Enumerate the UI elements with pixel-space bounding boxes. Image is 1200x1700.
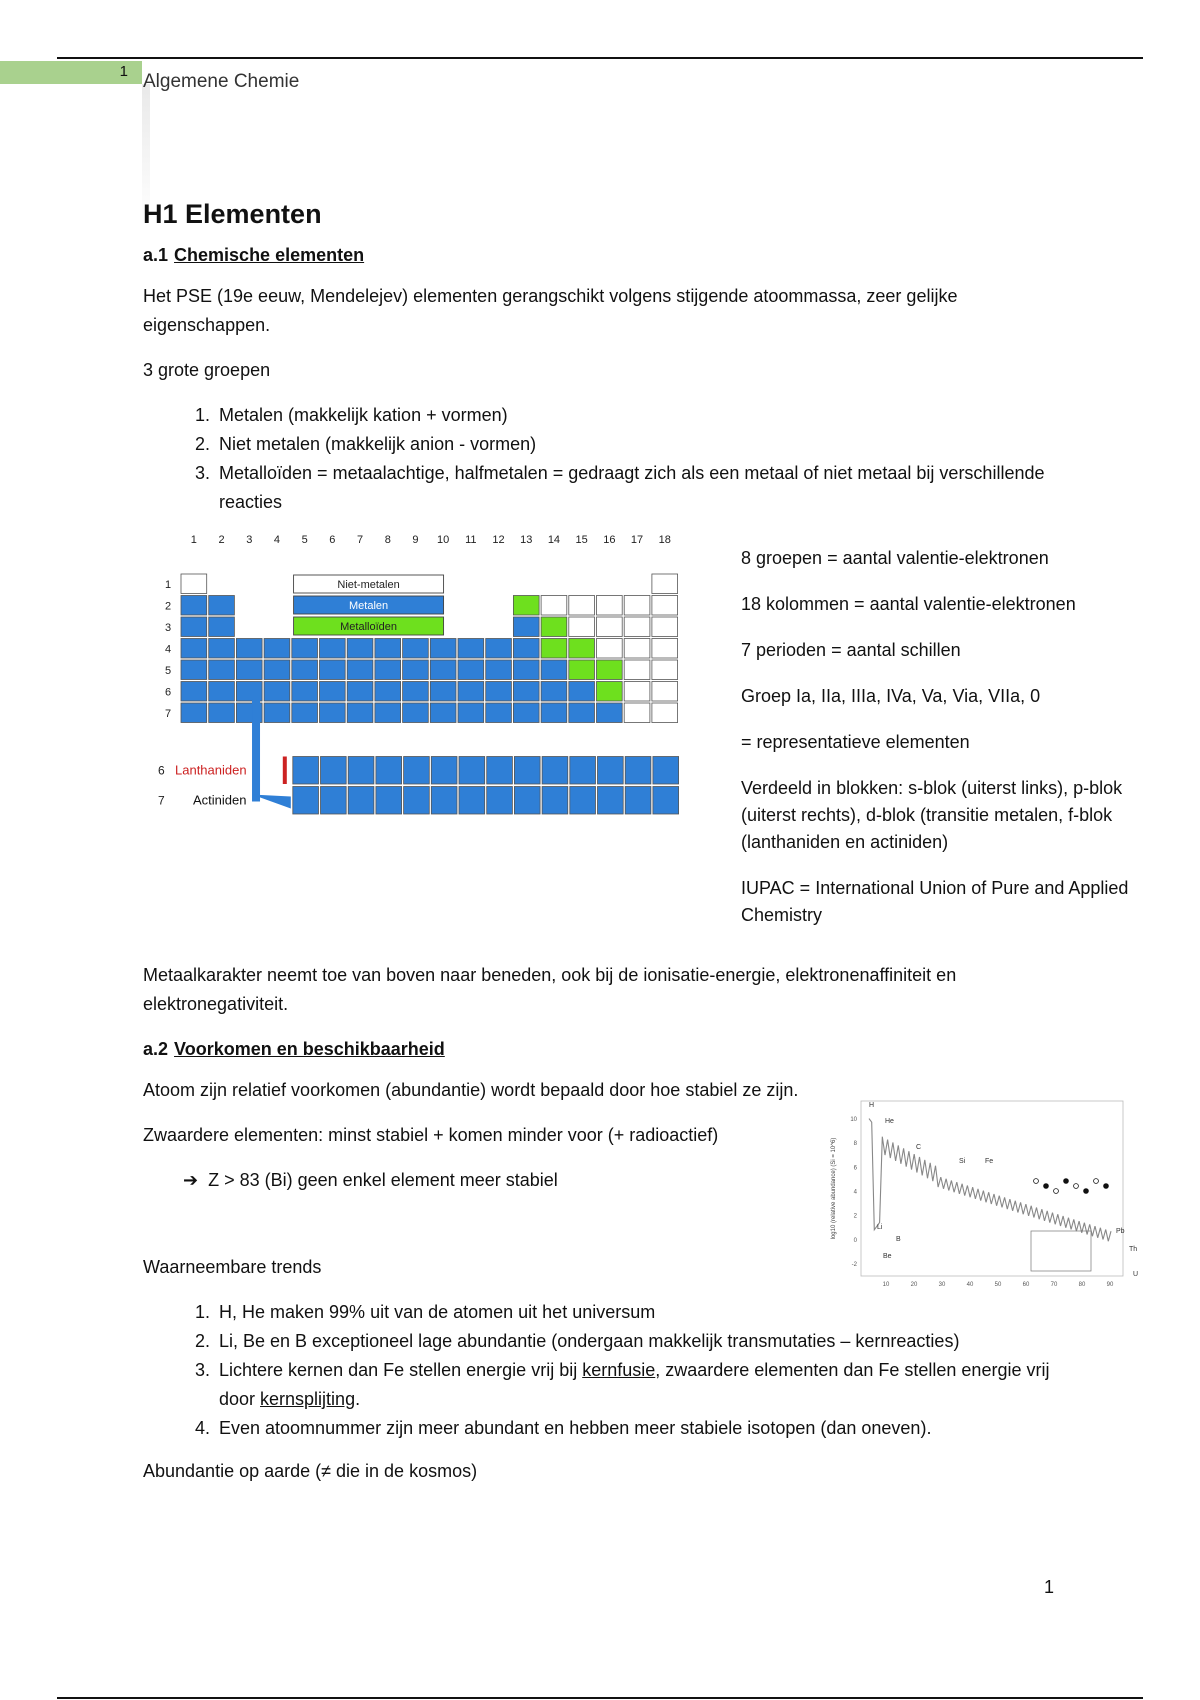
x-tick-label: 70 [1050,1282,1058,1288]
y-tick-label: -2 [851,1262,857,1268]
period-number: 1 [165,579,172,591]
element-cell [486,682,512,702]
section-number: a.1 [143,245,169,265]
section-title: Chemische elementen [174,245,365,265]
periodic-table-figure [155,531,715,936]
actinide-cell [653,787,679,815]
element-cell [181,639,207,659]
lanthanide-cell [404,757,430,785]
element-cell [181,574,207,594]
element-label: Li [877,1224,883,1231]
element-cell [569,596,595,616]
plot-frame [861,1101,1123,1276]
page-tab-number: 1 [119,63,128,80]
element-cell [209,660,235,680]
side-note: Groep Ia, IIa, IIIa, IVa, Va, Via, VIIa, 0 [741,686,1041,706]
group-number: 15 [575,534,588,546]
lanthanide-cell [348,757,374,785]
x-tick-label: 80 [1078,1282,1086,1288]
group-number: 9 [412,534,419,546]
element-label: H [869,1102,875,1109]
paragraph: Atoom zijn relatief voorkomen (abundantie) wordt bepaald door hoe stabiel ze zijn. [143,1080,799,1100]
list-item: 3. Lichtere kernen dan Fe stellen energie vrij bij kernfusie, zwaardere elementen dan Fe stellen energie vrij door kernsplijting. [215,1356,1073,1414]
side-note: 18 kolommen = aantal valentie-elektronen [741,594,1076,614]
actinide-cell [404,787,430,815]
paragraph: 3 grote groepen [143,360,271,380]
section-a2-heading [143,1035,1073,1064]
element-cell [181,617,207,637]
side-notes [741,545,1161,948]
section-number: a.2 [143,1039,169,1059]
page-content [143,199,1139,1502]
lanthanide-cell [431,757,457,785]
isotope-dot [1064,1179,1069,1184]
actinide-cell [459,787,485,815]
element-cell [597,703,623,723]
legend-label: Niet-metalen [337,579,400,591]
lanthanide-cell [487,757,513,785]
period-number: 7 [158,793,165,808]
element-cell [513,596,539,616]
section-title: Voorkomen en beschikbaarheid [174,1039,445,1059]
actinide-cell [570,787,596,815]
x-tick-label: 40 [966,1282,974,1288]
element-cell [541,682,567,702]
list-item: 4. Even atoomnummer zijn meer abundant en hebben meer stabiele isotopen (dan oneven). [215,1414,1073,1443]
element-cell [652,596,678,616]
list-item: 1. Metalen (makkelijk kation + vormen) [215,401,1073,430]
lanthanide-cell [459,757,485,785]
element-cell [430,703,456,723]
paragraph: Abundantie op aarde (≠ die in de kosmos) [143,1461,478,1481]
element-cell [292,682,318,702]
element-cell [320,682,346,702]
element-cell [513,617,539,637]
element-cell [513,660,539,680]
period-number: 4 [165,643,172,656]
actinide-cell [487,787,513,815]
element-cell [264,660,290,680]
group-number: 12 [492,534,505,546]
group-number: 8 [384,534,391,546]
element-cell [569,682,595,702]
element-cell [236,682,262,702]
y-tick-label: 6 [853,1165,857,1172]
abundance-chart [821,1089,1139,1299]
element-cell [375,682,401,702]
page-tab [0,61,142,84]
list-item: 2. Niet metalen (makkelijk anion - vormen) [215,430,1073,459]
element-cell [458,703,484,723]
y-axis-label: log10 (relative abundance) (Si = 10^6) [831,1137,837,1240]
isotope-dot [1044,1184,1049,1189]
section-a1-heading [143,241,1073,270]
element-cell [569,617,595,637]
element-cell [181,596,207,616]
group-number: 18 [658,534,671,546]
legend-label: Metalen [348,600,389,612]
isotope-dot [1084,1189,1089,1194]
element-cell [209,639,235,659]
period-number: 2 [165,600,172,613]
trends-list [143,1298,1073,1443]
element-cell [569,703,595,723]
actinide-cell [321,787,347,815]
element-cell [541,660,567,680]
element-cell [624,703,650,723]
element-cell [209,682,235,702]
lanthanide-cell [293,757,319,785]
element-cell [209,596,235,616]
actinide-cell [431,787,457,815]
element-cell [569,639,595,659]
element-cell [652,703,678,723]
element-cell [430,639,456,659]
element-cell [430,660,456,680]
lanthaniden-label: Lanthaniden [175,762,247,778]
period-number: 3 [165,622,172,634]
group-number: 2 [218,534,225,546]
connector-line [252,699,260,802]
element-cell [320,703,346,723]
element-cell [624,596,650,616]
element-label: C [916,1144,922,1151]
element-label: B [896,1236,901,1243]
group-number: 13 [520,534,533,546]
page-number: 1 [1044,1577,1055,1597]
chapter-title: H1 Elementen [143,199,322,229]
groups-list [143,401,1073,517]
x-tick-label: 60 [1022,1282,1030,1288]
element-cell [209,703,235,723]
paragraph: Het PSE (19e eeuw, Mendelejev) elementen gerangschikt volgens stijgende atoommassa, zeer gelijke eigenschappen. [143,286,958,335]
element-cell [403,660,429,680]
isotope-dot [1094,1179,1099,1184]
actinide-cell [514,787,540,815]
element-cell [624,639,650,659]
lanthanide-cell [653,757,679,785]
group-number: 17 [630,534,644,546]
element-cell [292,660,318,680]
group-number: 5 [301,534,308,546]
actinide-cell [625,787,651,815]
actinide-cell [293,787,319,815]
element-label: Th [1129,1246,1138,1253]
periodic-table-block [143,531,1129,941]
y-tick-label: 2 [853,1213,857,1220]
element-cell [597,617,623,637]
paragraph: Waarneembare trends [143,1257,322,1277]
element-cell [209,617,235,637]
element-cell [652,617,678,637]
actiniden-label: Actiniden [193,792,247,808]
actinide-cell [598,787,624,815]
element-cell [513,639,539,659]
element-cell [597,596,623,616]
element-cell [347,660,373,680]
element-cell [541,639,567,659]
list-item: 2. Li, Be en B exceptioneel lage abundantie (ondergaan makkelijk transmutaties – kernreacties) [215,1327,1073,1356]
element-cell [264,639,290,659]
arrow-icon: ➔ [183,1170,199,1190]
element-cell [541,617,567,637]
bottom-rule [57,1697,1143,1699]
element-cell [236,639,262,659]
element-cell [486,660,512,680]
running-header: Algemene Chemie [143,71,300,92]
isotope-dot [1104,1184,1109,1189]
lanthanide-cell [570,757,596,785]
x-tick-label: 20 [910,1282,918,1288]
element-cell [347,682,373,702]
element-cell [347,703,373,723]
element-label: Pb [1116,1228,1125,1235]
group-number: 1 [190,534,197,546]
side-note: IUPAC = International Union of Pure and Applied Chemistry [741,878,1129,925]
element-label: Fe [985,1158,994,1165]
element-cell [652,682,678,702]
lanthanide-cell [542,757,568,785]
x-tick-label: 50 [994,1282,1002,1288]
element-cell [624,617,650,637]
element-cell [375,639,401,659]
element-cell [652,660,678,680]
element-cell [181,682,207,702]
abundance-block [143,1102,1139,1486]
period-number: 7 [165,708,172,720]
element-cell [652,639,678,659]
paragraph: Metaalkarakter neemt toe van boven naar beneden, ook bij de ionisatie-energie, elektronenaffiniteit en elektronegativiteit. [143,965,957,1014]
element-cell [181,660,207,680]
element-cell [320,660,346,680]
actinide-cell [348,787,374,815]
group-number: 16 [603,534,616,546]
actinide-cell [542,787,568,815]
element-cell [430,682,456,702]
arrow-text: Z > 83 (Bi) geen enkel element meer stabiel [208,1170,558,1190]
side-note: Verdeeld in blokken: s-blok (uiterst links), p-blok (uiterst rechts), d-blok (transitie metalen, f-blok (lanthaniden en actiniden) [741,778,1123,852]
list-item: 3. Metalloïden = metaalachtige, halfmetalen = gedraagt zich als een metaal of niet metaal bij verschillende reacties [215,459,1073,517]
element-cell [569,660,595,680]
isotope-dot [1074,1184,1079,1189]
element-cell [597,660,623,680]
period-number: 5 [165,665,172,677]
y-tick-label: 0 [853,1237,857,1244]
element-cell [375,703,401,723]
element-cell [264,703,290,723]
period-number: 6 [165,686,172,699]
legend-label: Metalloïden [340,621,398,633]
lanthanide-cell [598,757,624,785]
isotope-dot [1054,1189,1059,1194]
element-label: He [885,1118,894,1125]
element-label: U [1133,1271,1139,1278]
element-cell [236,660,262,680]
element-cell [486,639,512,659]
paragraph: Zwaardere elementen: minst stabiel + komen minder voor (+ radioactief) [143,1125,719,1145]
term-kernfusie: kernfusie [582,1360,656,1380]
top-rule [57,57,1143,59]
element-cell [320,639,346,659]
element-cell [347,639,373,659]
isotope-dot [1034,1179,1039,1184]
element-cell [597,639,623,659]
element-cell [458,639,484,659]
group-number: 3 [246,534,253,546]
lanthanide-cell [514,757,540,785]
element-cell [624,682,650,702]
element-cell [264,682,290,702]
side-note: 7 perioden = aantal schillen [741,640,961,660]
lanthanide-cell [376,757,402,785]
element-cell [541,703,567,723]
element-cell [652,574,678,594]
x-tick-label: 90 [1106,1282,1114,1288]
element-cell [292,703,318,723]
element-cell [403,703,429,723]
element-cell [403,682,429,702]
side-note: 8 groepen = aantal valentie-elektronen [741,548,1049,568]
group-number: 4 [273,534,281,546]
element-cell [597,682,623,702]
list-item: 1. H, He maken 99% uit van de atomen uit het universum [215,1298,1073,1327]
element-cell [181,703,207,723]
element-cell [292,639,318,659]
element-cell [541,596,567,616]
element-cell [458,682,484,702]
group-number: 7 [356,534,364,546]
actinide-cell [376,787,402,815]
lanthanide-cell [625,757,651,785]
element-cell [486,703,512,723]
element-label: Si [959,1158,966,1165]
y-tick-label: 10 [850,1117,857,1123]
element-cell [458,660,484,680]
element-cell [624,660,650,680]
element-cell [513,682,539,702]
y-tick-label: 8 [853,1141,857,1148]
group-number: 10 [437,534,450,546]
element-cell [403,639,429,659]
element-cell [375,660,401,680]
x-tick-label: 30 [938,1282,946,1288]
group-number: 14 [547,534,561,546]
y-tick-label: 4 [853,1189,857,1196]
lanthanide-cell [321,757,347,785]
group-number: 6 [329,534,336,546]
lanthanide-marker [283,757,287,785]
period-number: 6 [158,763,165,778]
element-cell [513,703,539,723]
group-number: 11 [465,534,477,546]
term-kernsplijting: kernsplijting [260,1389,356,1409]
element-label: Be [883,1253,892,1260]
side-note: = representatieve elementen [741,732,970,752]
x-tick-label: 10 [882,1282,890,1288]
